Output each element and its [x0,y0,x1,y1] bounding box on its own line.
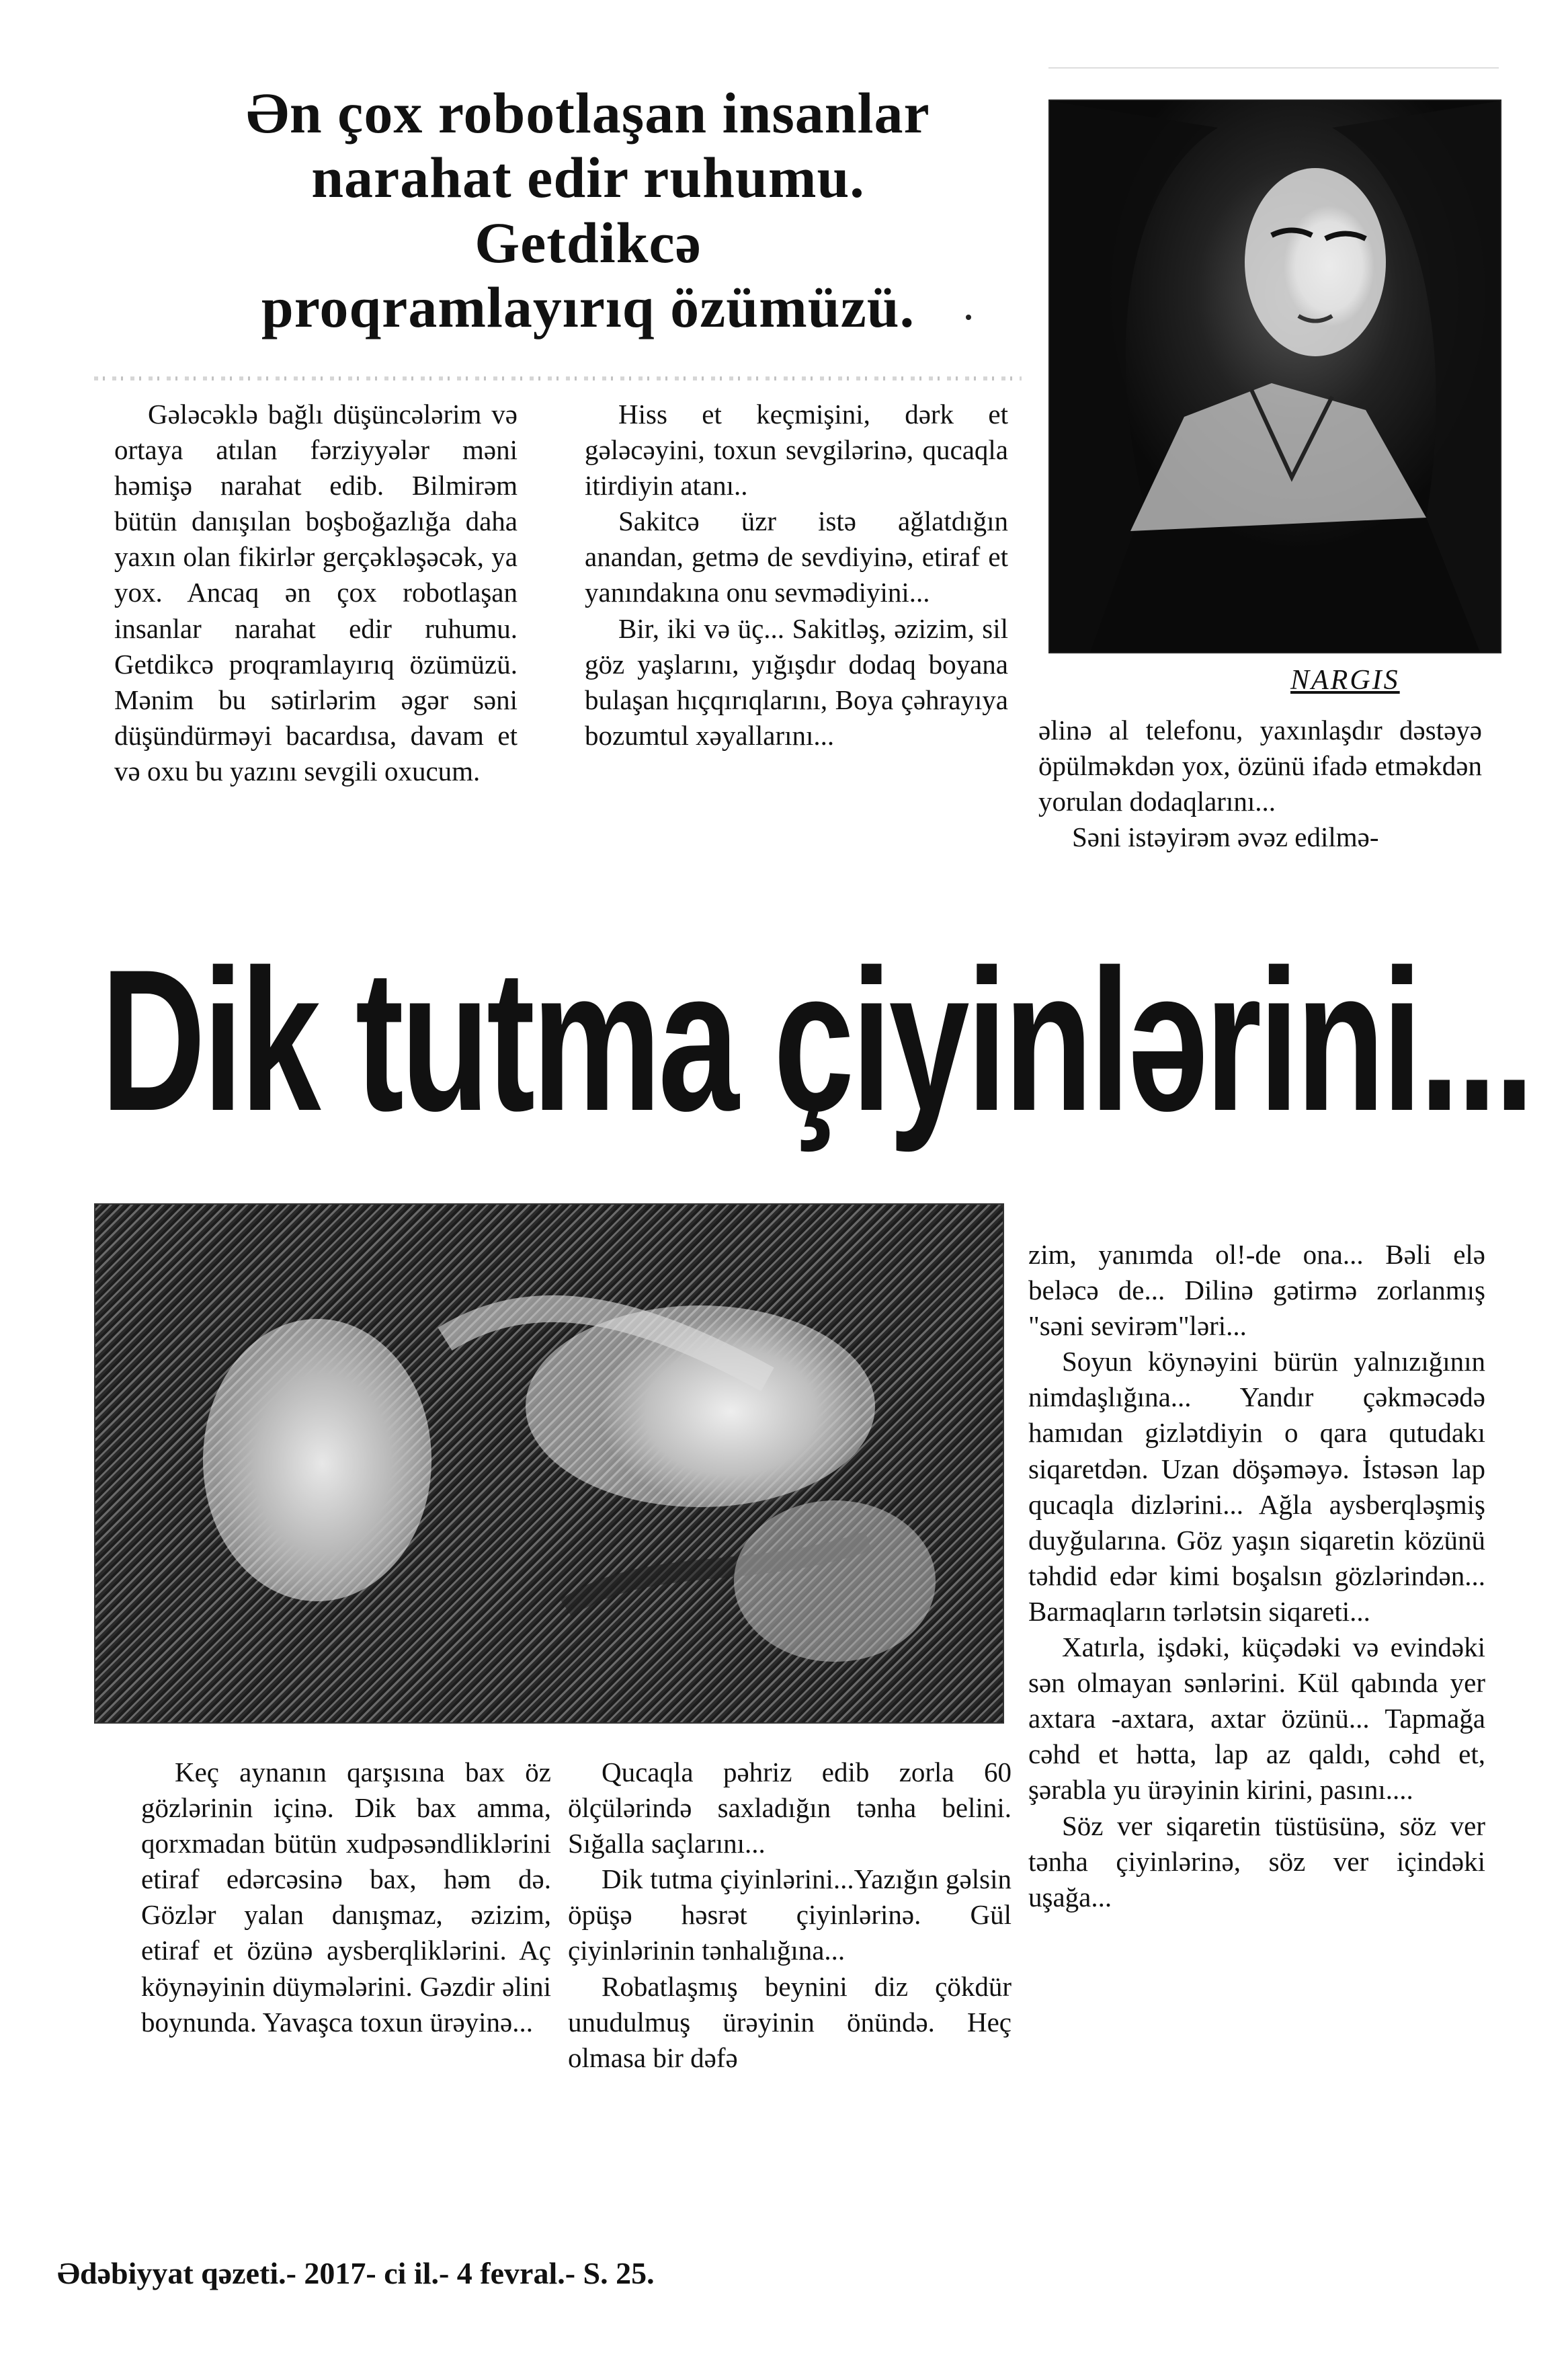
paragraph: əlinə al telefonu, yaxınlaşdır dəstəyə öpülməkdən yox, özünü ifadə etməkdən yorulan dodaqlarını... [1038,715,1482,817]
paragraph: Bir, iki və üç... Sakitləş, əzizim, sil göz yaşlarını, yığışdır dodaq boyana bulaşan hıçqırıqlarını, Boya çəhrayıya bozumtul xəyallarını... [585,612,1008,751]
column-right-top [1038,713,1482,855]
main-title: Dik tutma çiyinlərini... [101,927,1532,1153]
headline-line-1: Ən çox robotlaşan insanlar [246,81,930,145]
ink-dot [966,315,971,320]
paragraph: Keç aynanın qarşısına bax öz gözlərinin içinə. Dik bax amma, qorxmadan bütün xudpəsəndliklərini etiraf edərcəsinə bax, həm də. Gözlər yalan danışmaz, əzizim, etiraf et özünə aysberqliklərini. Aç köynəyinin düymələrini. Gəzdir əlini boynunda. Yavaşca toxun ürəyinə... [141,1757,551,2038]
portrait-photo [1048,99,1501,653]
paragraph: Gələcəklə bağlı düşüncələrim və ortaya atılan fərziyyələr məni həmişə narahat edib. Bilmirəm bütün danışılan boşboğazlığa daha yaxın olan fikirlər gerçəkləşəcək, ya yox. Ancaq ən çox robotlaşan insanlar narahat edir ruhumu. Getdikcə proqramlayırıq özümüzü. Mənim bu sətirlərim əgər səni düşündürməyi bacardısa, davam et və oxu bu yazını sevgili oxucum. [114,399,518,787]
headline-line-3: proqramlayırıq özümüzü. [261,274,915,339]
headline-line-2: narahat edir ruhumu. Getdikcə [311,145,865,275]
paragraph: Dik tutma çiyinlərini...Yazığın gəlsin öpüşə həsrət çiyinlərinə. Gül çiyinlərinin tənhalığına... [568,1863,1012,1966]
article-headline [202,81,975,339]
paragraph: Xatırla, işdəki, küçədəki və evindəki sən olmayan sənlərini. Kül qabında yer axtara -axtara, axtar özünü... Tapmağa cəhd et hətta, lap az qaldı, cəhd et, şərabla yu ürəyinin kirini, pasını.... [1028,1632,1485,1806]
paragraph: Hiss et keçmişini, dərk et gələcəyini, toxun sevgilərinə, qucaqla itirdiyin atanı.. [585,399,1008,501]
source-citation: Ədəbiyyat qəzeti.- 2017- ci il.- 4 fevral.- S. 25. [57,2256,655,2290]
column-second [585,397,1008,754]
couple-photo [94,1203,1004,1724]
top-edge-line [1048,67,1499,69]
column-bottom-left [141,1755,551,2040]
column-intro [114,397,518,789]
photo-caption: NARGIS [1290,665,1400,696]
column-bottom-middle [568,1755,1012,2076]
paragraph: Səni istəyirəm əvəz edilmə- [1072,821,1379,853]
paragraph: Sakitcə üzr istə ağlatdığın anandan, getmə de sevdiyinə, etiraf et yanındakına onu sevmədiyini... [585,506,1008,608]
column-right-bottom [1028,1237,1485,1915]
paragraph: Qucaqla pəhriz edib zorla 60 ölçülərində saxladığın tənha belini. Sığalla saçlarını... [568,1757,1012,1859]
paragraph: zim, yanımda ol!-de ona... Bəli elə beləcə de... Dilinə gətirmə zorlanmış "səni sevirəm"ləri... [1028,1239,1485,1342]
couple-illustration [95,1205,1003,1722]
paragraph: Söz ver siqaretin tüstüsünə, söz ver tənha çiyinlərinə, söz ver içindəki uşağa... [1028,1810,1485,1913]
separator-line [94,376,1022,380]
paragraph: Soyun köynəyini bürün yalnızığının nimdaşlığına... Yandır çəkməcədə hamıdan gizlətdiyin o qara qutudakı siqaretdən. Uzan döşəməyə. İstəsən lap qucaqla dizlərini... Ağla aysberqləşmiş duyğularına. Göz yaşın siqaretin közünü təhdid edər kimi boşalsın gözlərindən... Barmaqların tərlətsin siqareti... [1028,1346,1485,1627]
portrait-illustration [1050,101,1500,652]
paragraph: Robatlaşmış beynini diz çökdür unudulmuş ürəyinin önündə. Heç olmasa bir dəfə [568,1970,1012,2073]
